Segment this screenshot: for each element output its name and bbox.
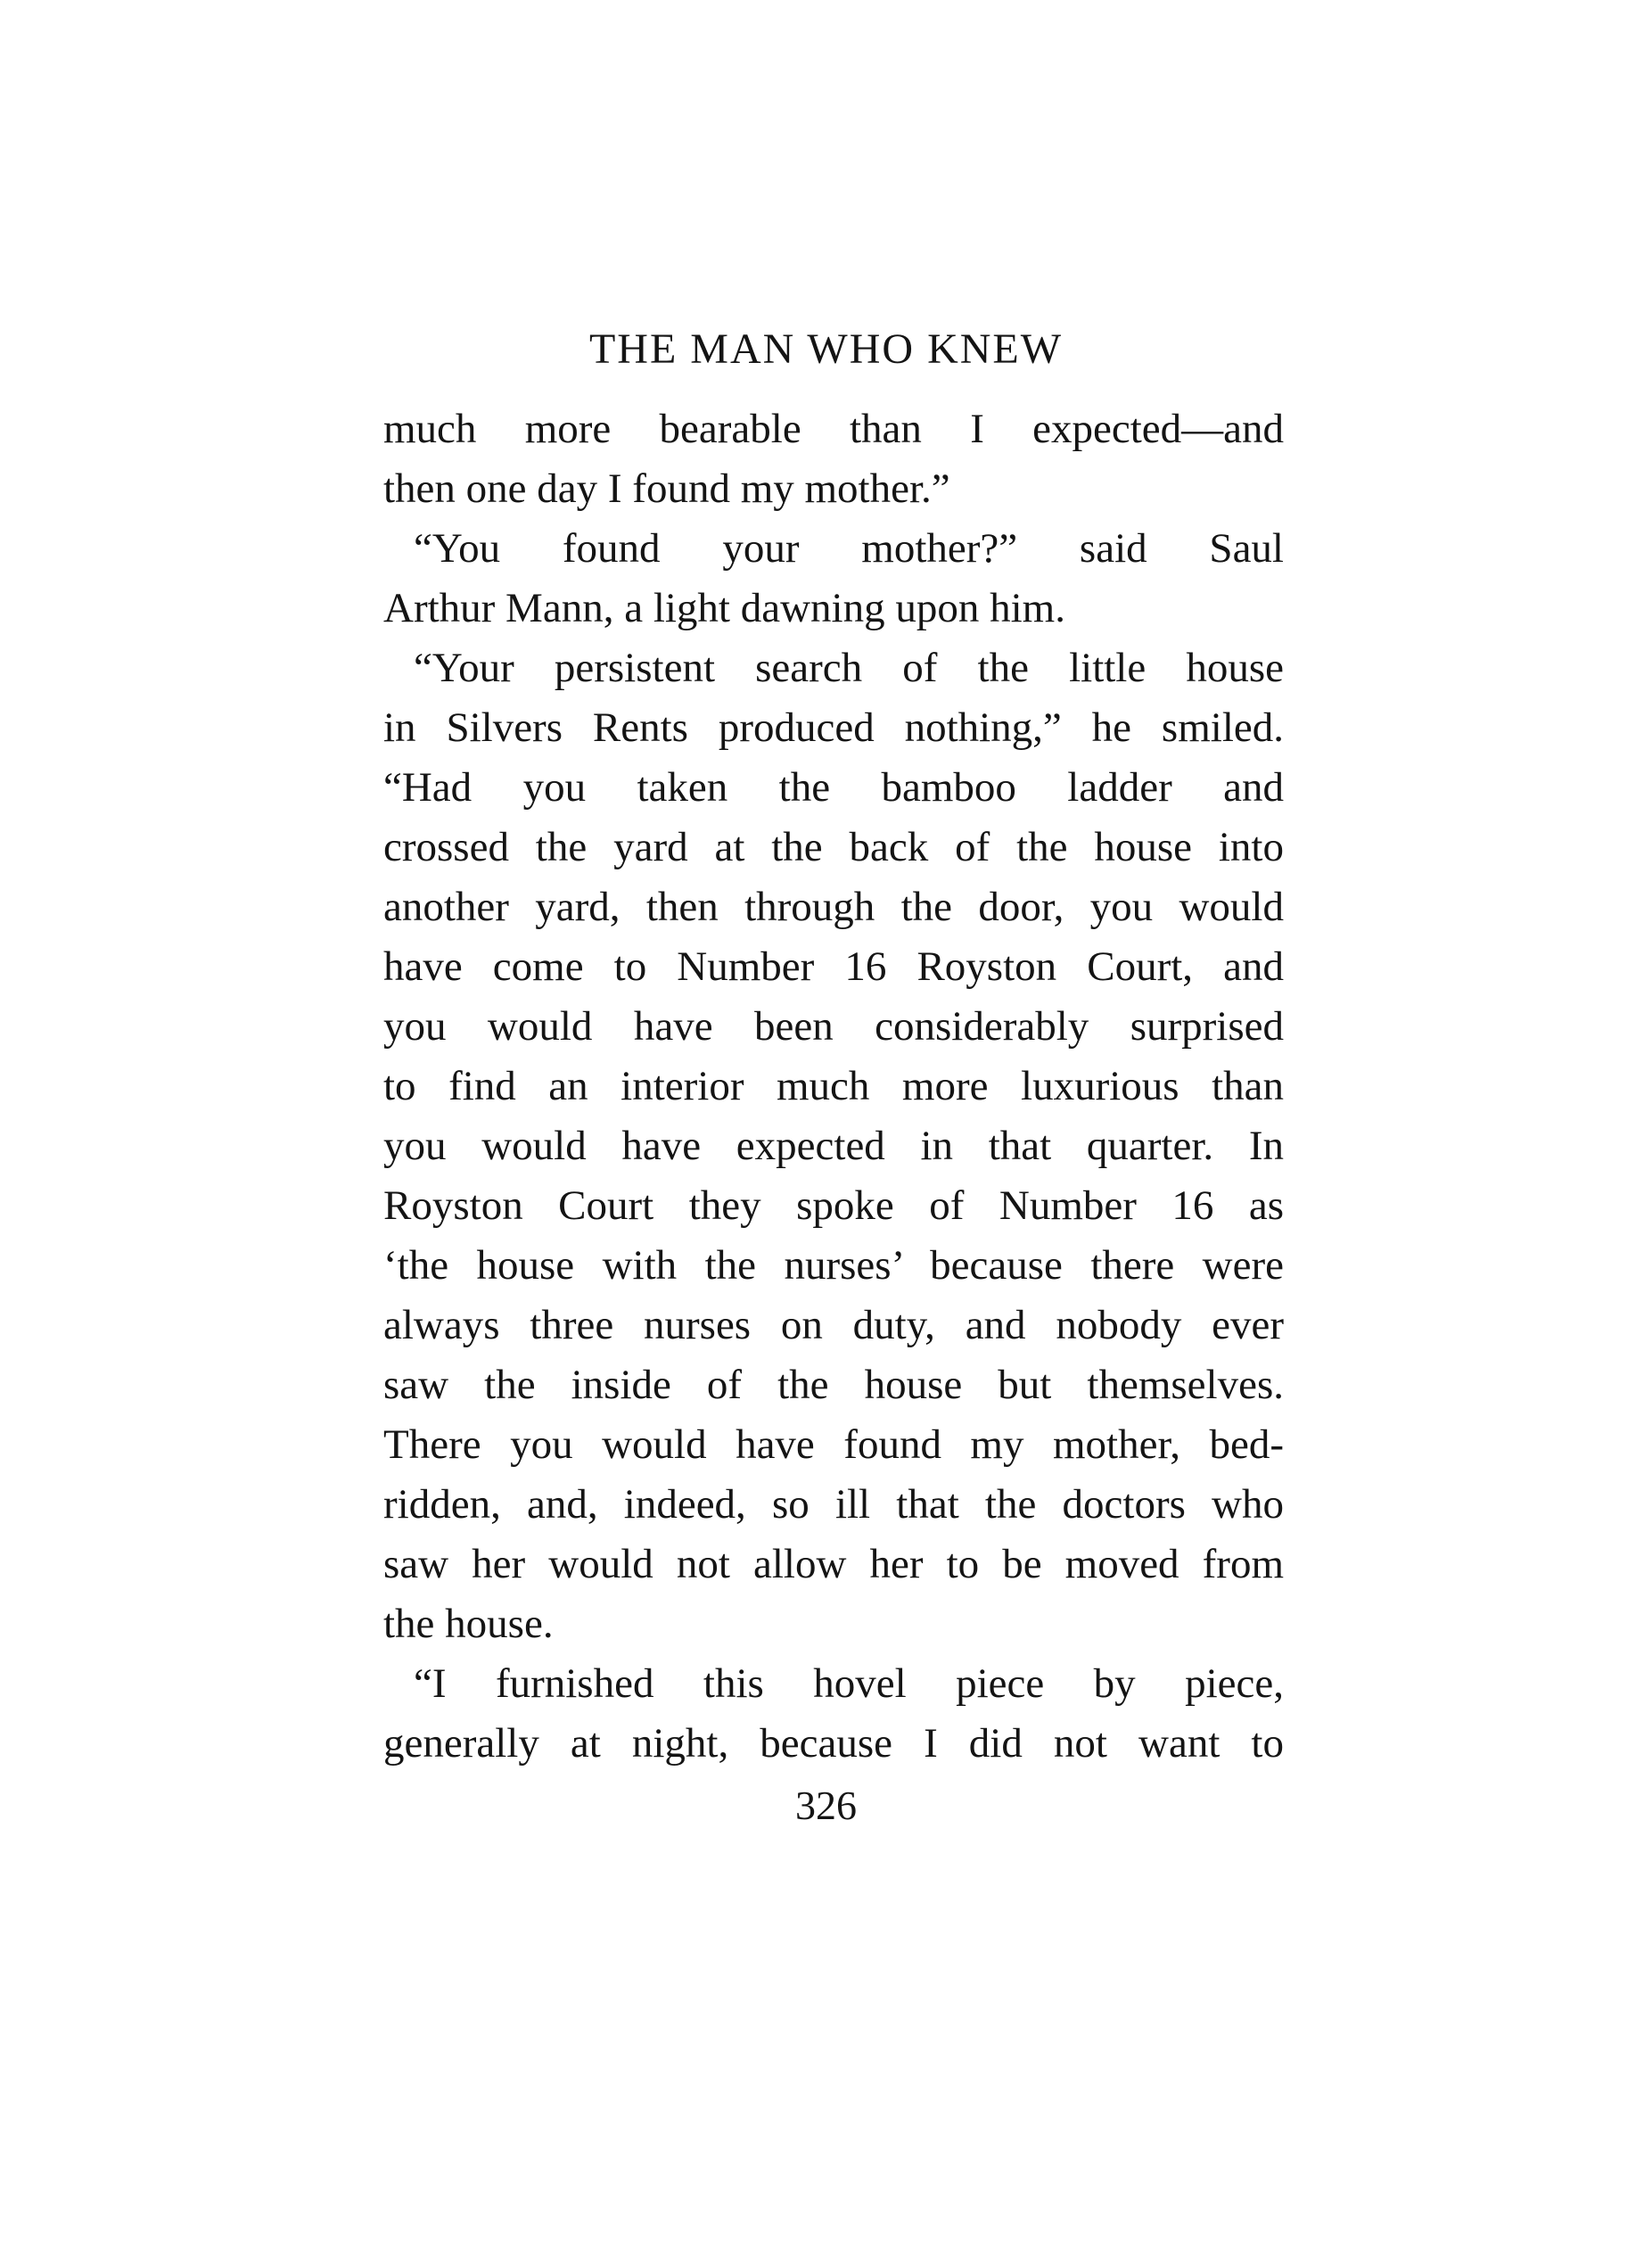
text-line: Royston Court they spoke of Number 16 as — [383, 1182, 1284, 1229]
text-line: saw her would not allow her to be moved from — [383, 1541, 1284, 1587]
page-number: 326 — [795, 1783, 857, 1828]
text-line: crossed the yard at the back of the house into — [383, 824, 1284, 870]
text-line: another yard, then through the door, you would — [383, 884, 1284, 930]
body-text — [383, 399, 1284, 1774]
text-line: the house. — [383, 1601, 554, 1647]
text-line: ridden, and, indeed, so ill that the doctors who — [383, 1481, 1284, 1528]
text-line: “Your persistent search of the little house — [414, 645, 1284, 691]
running-head: THE MAN WHO KNEW — [588, 325, 1064, 373]
text-line: generally at night, because I did not want to — [383, 1720, 1284, 1767]
text-line: ‘the house with the nurses’ because there were — [383, 1242, 1284, 1289]
text-line: you would have been considerably surprised — [383, 1003, 1284, 1050]
text-line: then one day I found my mother.” — [383, 465, 950, 512]
text-line: much more bearable than I expected—and — [383, 406, 1284, 452]
text-line: you would have expected in that quarter. In — [383, 1123, 1284, 1169]
text-line: in Silvers Rents produced nothing,” he smiled. — [383, 704, 1284, 751]
text-line: to find an interior much more luxurious than — [383, 1063, 1284, 1109]
text-line: “I furnished this hovel piece by piece, — [414, 1660, 1284, 1707]
text-line: “Had you taken the bamboo ladder and — [383, 764, 1284, 811]
text-line: Arthur Mann, a light dawning upon him. — [383, 585, 1065, 631]
text-line: “You found your mother?” said Saul — [414, 525, 1284, 572]
text-line: saw the inside of the house but themselves. — [383, 1362, 1284, 1408]
text-line: always three nurses on duty, and nobody ever — [383, 1302, 1284, 1348]
text-line: There you would have found my mother, bed- — [383, 1421, 1284, 1468]
text-line: have come to Number 16 Royston Court, and — [383, 943, 1284, 990]
